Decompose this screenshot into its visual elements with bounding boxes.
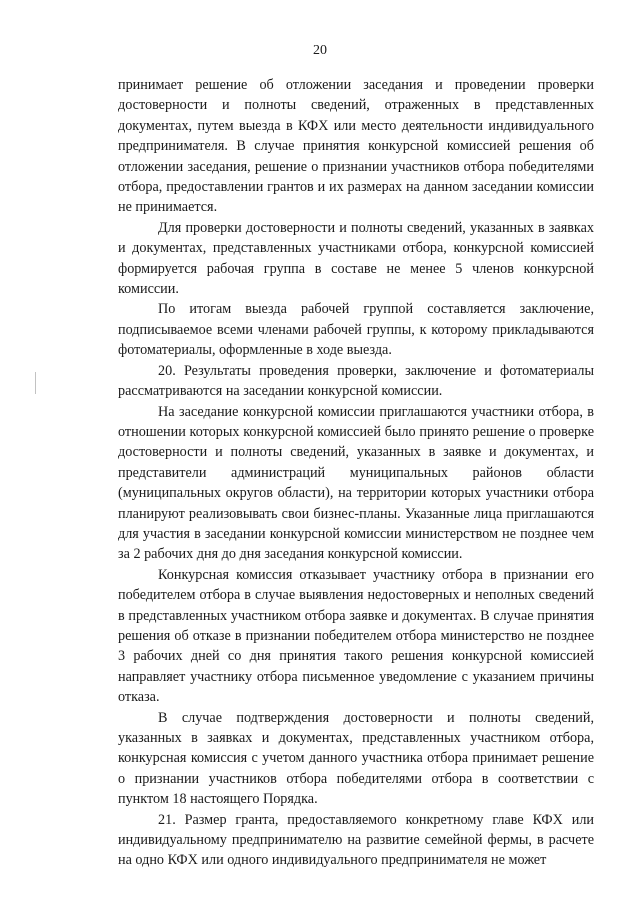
scan-artifact-mark	[35, 372, 36, 394]
paragraph-invitation: На заседание конкурсной комиссии приглашаются участники отбора, в отношении которых конкурсной комиссией было принято решение о проверке достоверности и полноты сведений, указанных в заявке и документах, и представители администраций муниципальных районов области (муниципальных округов области), на территории которых участники отбора планируют реализовывать свои бизнес-планы. Указанные лица приглашаются для участия в заседании конкурсной комиссии министерством не позднее чем за 2 рабочих дня до дня заседания конкурсной комиссии.	[118, 403, 594, 563]
paragraph-conclusion: По итогам выезда рабочей группой составляется заключение, подписываемое всеми членами рабочей группы, к которому прикладываются фотоматериалы, оформленные в ходе выезда.	[118, 301, 594, 359]
paragraph-continuation: принимает решение об отложении заседания и проведении проверки достоверности и полноты сведений, отраженных в представленных документах, путем выезда в КФХ или место деятельности индивидуального предпринимателя. В случае принятия конкурсной комиссией решения об отложении заседания, решение о признании участников отбора победителями отбора, предоставлении грантов и их размерах на данном заседании комиссии не принимается.	[118, 77, 594, 216]
paragraph-confirmation: В случае подтверждения достоверности и полноты сведений, указанных в заявках и документах, представленных участником отбора, конкурсная комиссия с учетом данного участника отбора принимает решение о признании участников отбора победителями отбора в соответствии с пунктом 18 настоящего Порядка.	[118, 709, 594, 808]
paragraph-item-21: 21. Размер гранта, предоставляемого конкретному главе КФХ или индивидуальному предпринимателю на развитие семейной фермы, в расчете на одно КФХ или одного индивидуального предпринимателя не может	[118, 811, 594, 869]
page-number: 20	[313, 43, 327, 58]
paragraph-refusal: Конкурсная комиссия отказывает участнику отбора в признании его победителем отбора в случае выявления недостоверных и неполных сведений в представленных участником отбора заявке и документах. В случае принятия решения об отказе в признании победителем отбора министерство не позднее 3 рабочих дней со дня принятия такого решения конкурсной комиссией направляет участнику отбора письменное уведомление с указанием причины отказа.	[118, 566, 594, 706]
paragraph-item-20: 20. Результаты проведения проверки, заключение и фотоматериалы рассматриваются на заседании конкурсной комиссии.	[118, 362, 594, 400]
document-body	[118, 75, 594, 871]
paragraph-working-group: Для проверки достоверности и полноты сведений, указанных в заявках и документах, представленных участниками отбора, конкурсной комиссией формируется рабочая группа в составе не менее 5 членов конкурсной комиссии.	[118, 219, 594, 298]
